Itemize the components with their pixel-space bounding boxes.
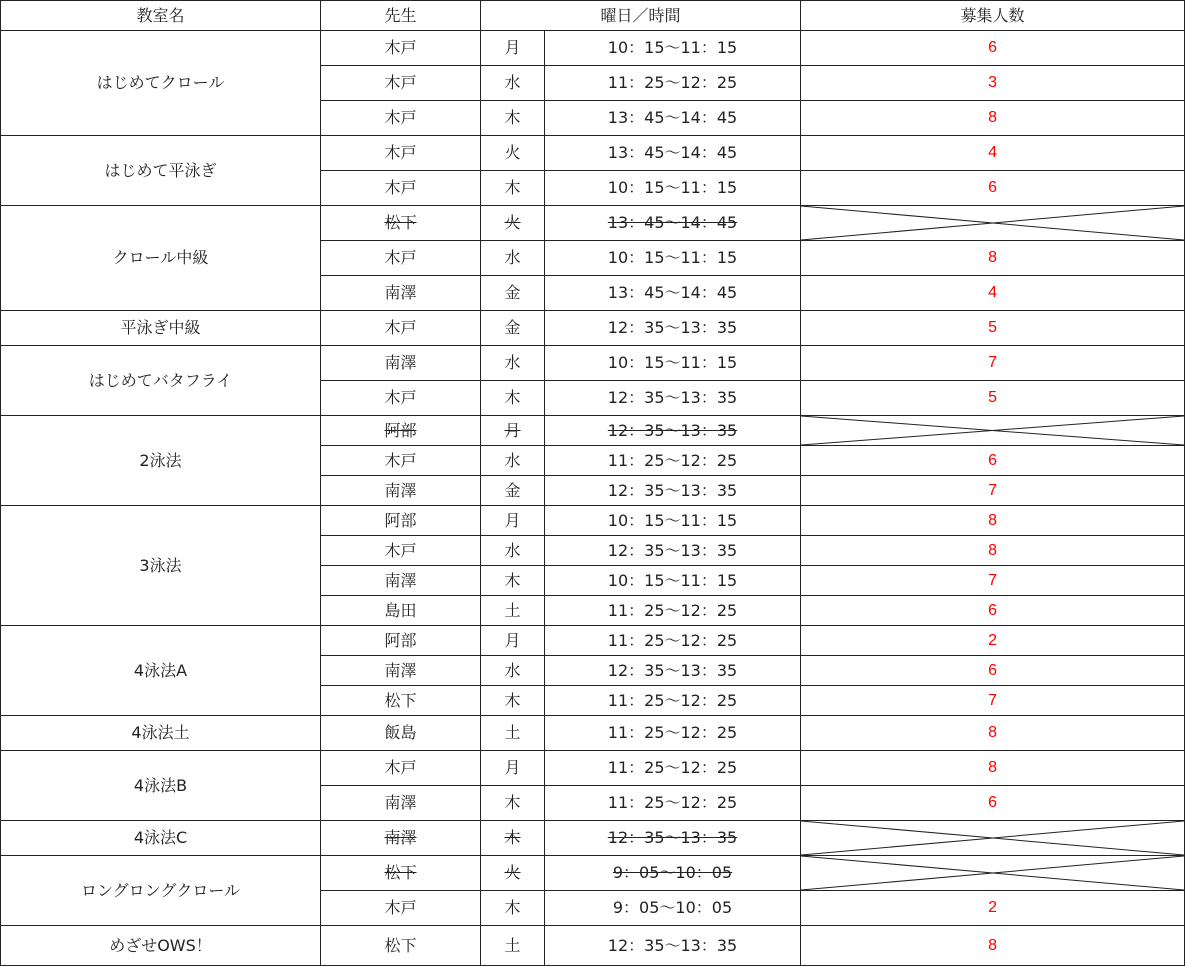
class-name-cell: クロール中級 (1, 206, 321, 311)
capacity-cell: 4 (801, 136, 1185, 171)
teacher-cell: 木戸 (321, 31, 481, 66)
time-cell: 11：25～12：25 (545, 66, 801, 101)
day-cell: 木 (481, 381, 545, 416)
day-cell: 火 (481, 856, 545, 891)
cross-mark-icon (801, 821, 1184, 855)
teacher-cell: 南澤 (321, 346, 481, 381)
teacher-cell: 松下 (321, 686, 481, 716)
table-row (1, 856, 1185, 891)
capacity-cell: 8 (801, 101, 1185, 136)
day-cell: 月 (481, 751, 545, 786)
teacher-cell: 木戸 (321, 66, 481, 101)
capacity-cell: 7 (801, 346, 1185, 381)
capacity-cell: 8 (801, 506, 1185, 536)
table-row (1, 926, 1185, 966)
time-cell: 12：35～13：35 (545, 416, 801, 446)
cross-mark-icon (801, 416, 1184, 445)
capacity-cell: 6 (801, 446, 1185, 476)
teacher-cell: 南澤 (321, 656, 481, 686)
teacher-cell: 南澤 (321, 786, 481, 821)
time-cell: 12：35～13：35 (545, 821, 801, 856)
capacity-cell: 7 (801, 686, 1185, 716)
teacher-cell: 木戸 (321, 241, 481, 276)
table-row (1, 821, 1185, 856)
time-cell: 13：45～14：45 (545, 276, 801, 311)
class-name-cell: 4泳法B (1, 751, 321, 821)
time-cell: 10：15～11：15 (545, 241, 801, 276)
day-cell: 水 (481, 66, 545, 101)
day-cell: 木 (481, 566, 545, 596)
time-cell: 11：25～12：25 (545, 446, 801, 476)
day-cell: 水 (481, 446, 545, 476)
day-cell: 木 (481, 686, 545, 716)
header-capacity: 募集人数 (801, 1, 1185, 31)
day-cell: 月 (481, 506, 545, 536)
teacher-cell: 阿部 (321, 416, 481, 446)
day-cell: 火 (481, 206, 545, 241)
class-name-cell: はじめて平泳ぎ (1, 136, 321, 206)
time-cell: 12：35～13：35 (545, 926, 801, 966)
capacity-cell: 5 (801, 381, 1185, 416)
cross-mark-icon (801, 856, 1184, 890)
day-cell: 月 (481, 31, 545, 66)
class-name-cell: 2泳法 (1, 416, 321, 506)
closed-cross-cell (801, 821, 1185, 856)
day-cell: 月 (481, 416, 545, 446)
table-row (1, 346, 1185, 381)
table-row (1, 506, 1185, 536)
day-cell: 土 (481, 926, 545, 966)
time-cell: 12：35～13：35 (545, 311, 801, 346)
teacher-cell: 木戸 (321, 136, 481, 171)
class-name-cell: はじめてクロール (1, 31, 321, 136)
capacity-cell: 6 (801, 596, 1185, 626)
time-cell: 11：25～12：25 (545, 786, 801, 821)
time-cell: 9：05～10：05 (545, 856, 801, 891)
time-cell: 11：25～12：25 (545, 596, 801, 626)
time-cell: 10：15～11：15 (545, 566, 801, 596)
teacher-cell: 木戸 (321, 751, 481, 786)
time-cell: 11：25～12：25 (545, 686, 801, 716)
day-cell: 水 (481, 656, 545, 686)
time-cell: 12：35～13：35 (545, 536, 801, 566)
day-cell: 土 (481, 716, 545, 751)
table-row (1, 136, 1185, 171)
capacity-cell: 6 (801, 171, 1185, 206)
teacher-cell: 飯島 (321, 716, 481, 751)
day-cell: 水 (481, 241, 545, 276)
capacity-cell: 7 (801, 566, 1185, 596)
capacity-cell: 6 (801, 786, 1185, 821)
teacher-cell: 木戸 (321, 171, 481, 206)
time-cell: 12：35～13：35 (545, 381, 801, 416)
class-name-cell: 3泳法 (1, 506, 321, 626)
table-row (1, 311, 1185, 346)
class-name-cell: はじめてバタフライ (1, 346, 321, 416)
closed-cross-cell (801, 856, 1185, 891)
day-cell: 木 (481, 171, 545, 206)
capacity-cell: 7 (801, 476, 1185, 506)
capacity-cell: 4 (801, 276, 1185, 311)
class-name-cell: 4泳法C (1, 821, 321, 856)
teacher-cell: 南澤 (321, 276, 481, 311)
teacher-cell: 木戸 (321, 446, 481, 476)
teacher-cell: 木戸 (321, 101, 481, 136)
header-row (1, 1, 1185, 31)
day-cell: 金 (481, 276, 545, 311)
day-cell: 木 (481, 101, 545, 136)
capacity-cell: 8 (801, 716, 1185, 751)
teacher-cell: 松下 (321, 926, 481, 966)
day-cell: 金 (481, 476, 545, 506)
teacher-cell: 松下 (321, 206, 481, 241)
day-cell: 水 (481, 536, 545, 566)
time-cell: 10：15～11：15 (545, 31, 801, 66)
teacher-cell: 阿部 (321, 506, 481, 536)
teacher-cell: 南澤 (321, 566, 481, 596)
capacity-cell: 6 (801, 656, 1185, 686)
capacity-cell: 2 (801, 891, 1185, 926)
day-cell: 月 (481, 626, 545, 656)
day-cell: 金 (481, 311, 545, 346)
table-row (1, 31, 1185, 66)
day-cell: 土 (481, 596, 545, 626)
time-cell: 12：35～13：35 (545, 476, 801, 506)
capacity-cell: 8 (801, 241, 1185, 276)
class-name-cell: 4泳法A (1, 626, 321, 716)
class-name-cell: 平泳ぎ中級 (1, 311, 321, 346)
capacity-cell: 6 (801, 31, 1185, 66)
teacher-cell: 松下 (321, 856, 481, 891)
teacher-cell: 木戸 (321, 381, 481, 416)
time-cell: 12：35～13：35 (545, 656, 801, 686)
teacher-cell: 木戸 (321, 536, 481, 566)
teacher-cell: 島田 (321, 596, 481, 626)
capacity-cell: 3 (801, 66, 1185, 101)
table-row (1, 751, 1185, 786)
time-cell: 11：25～12：25 (545, 751, 801, 786)
capacity-cell: 8 (801, 751, 1185, 786)
class-name-cell: めざせOWS！ (1, 926, 321, 966)
teacher-cell: 南澤 (321, 476, 481, 506)
closed-cross-cell (801, 206, 1185, 241)
header-class-name: 教室名 (1, 1, 321, 31)
day-cell: 木 (481, 821, 545, 856)
header-schedule: 曜日／時間 (481, 1, 801, 31)
table-row (1, 716, 1185, 751)
day-cell: 火 (481, 136, 545, 171)
capacity-cell: 5 (801, 311, 1185, 346)
table-row (1, 626, 1185, 656)
class-name-cell: 4泳法土 (1, 716, 321, 751)
time-cell: 13：45～14：45 (545, 101, 801, 136)
teacher-cell: 木戸 (321, 891, 481, 926)
header-teacher: 先生 (321, 1, 481, 31)
class-name-cell: ロングロングクロール (1, 856, 321, 926)
capacity-cell: 8 (801, 536, 1185, 566)
time-cell: 10：15～11：15 (545, 506, 801, 536)
day-cell: 水 (481, 346, 545, 381)
schedule-body (1, 31, 1185, 966)
time-cell: 11：25～12：25 (545, 716, 801, 751)
closed-cross-cell (801, 416, 1185, 446)
teacher-cell: 南澤 (321, 821, 481, 856)
time-cell: 10：15～11：15 (545, 346, 801, 381)
time-cell: 9：05～10：05 (545, 891, 801, 926)
table-row (1, 206, 1185, 241)
cross-mark-icon (801, 206, 1184, 240)
day-cell: 木 (481, 891, 545, 926)
capacity-cell: 8 (801, 926, 1185, 966)
day-cell: 木 (481, 786, 545, 821)
teacher-cell: 阿部 (321, 626, 481, 656)
time-cell: 13：45～14：45 (545, 206, 801, 241)
table-row (1, 416, 1185, 446)
time-cell: 10：15～11：15 (545, 171, 801, 206)
time-cell: 11：25～12：25 (545, 626, 801, 656)
capacity-cell: 2 (801, 626, 1185, 656)
time-cell: 13：45～14：45 (545, 136, 801, 171)
teacher-cell: 木戸 (321, 311, 481, 346)
